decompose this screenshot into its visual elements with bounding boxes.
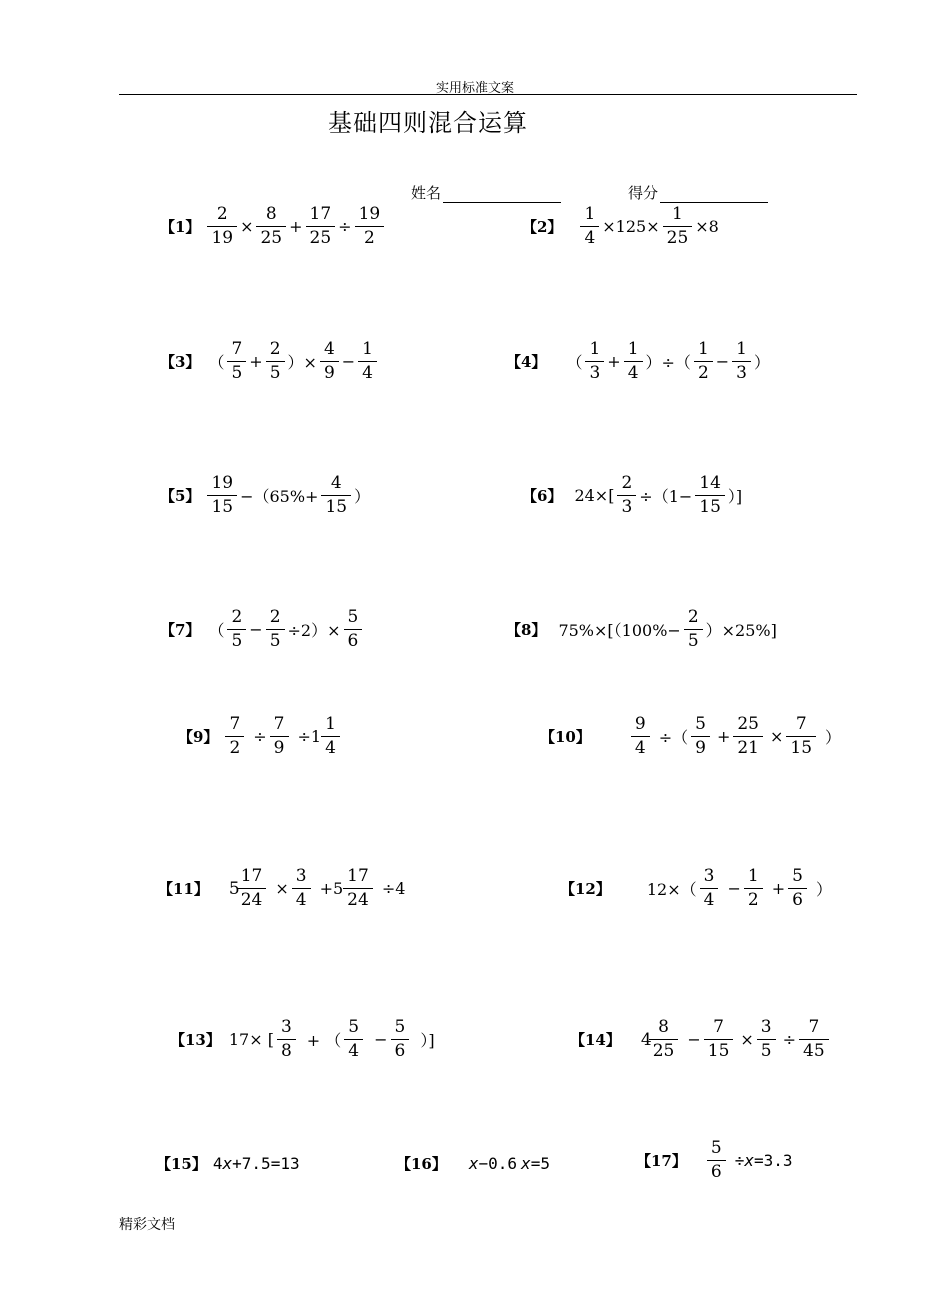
- numerator: 7: [713, 1017, 724, 1037]
- numerator: 14: [699, 473, 721, 493]
- fraction: [360, 341, 375, 382]
- numerator: 2: [231, 607, 243, 627]
- fraction: [633, 716, 648, 757]
- expression-text: ）]: [420, 1031, 435, 1050]
- problem-13: [170, 1019, 437, 1060]
- score-field[interactable]: [628, 182, 768, 203]
- numerator: 2: [687, 607, 699, 627]
- fraction: [746, 868, 761, 909]
- denominator: 5: [266, 361, 285, 382]
- paren: （: [208, 621, 225, 640]
- fraction: [322, 341, 337, 382]
- problem-number: 【5】: [160, 487, 201, 505]
- numerator: 7: [808, 1017, 820, 1037]
- problem-number: 【10】: [540, 728, 591, 746]
- fraction: [665, 206, 691, 247]
- denominator: 21: [733, 736, 763, 757]
- expression-text: 24×[: [574, 486, 615, 505]
- denominator: 6: [788, 888, 807, 909]
- operator: −: [727, 879, 741, 898]
- problem-number: 【17】: [636, 1152, 687, 1170]
- problem-16: [396, 1153, 550, 1174]
- problem-4: [506, 341, 772, 382]
- mixed-number: [641, 1019, 679, 1060]
- fraction: [626, 341, 641, 382]
- problem-number: 【9】: [178, 728, 219, 746]
- operator: +: [771, 879, 786, 898]
- denominator: 15: [321, 495, 351, 516]
- expression-text: + （: [306, 1031, 342, 1050]
- fraction: [308, 206, 334, 247]
- problem-3: [160, 341, 378, 382]
- operator: +: [289, 217, 303, 236]
- denominator: 6: [344, 629, 363, 650]
- fraction: [696, 341, 711, 382]
- expression-text: ×8: [695, 217, 719, 236]
- fraction: [801, 1019, 827, 1060]
- operator: −: [341, 352, 356, 371]
- expression-text: ×125×: [602, 217, 660, 236]
- problem-11: [158, 868, 407, 909]
- equation: [213, 1154, 300, 1173]
- numerator: 19: [211, 473, 234, 493]
- fraction: [229, 341, 244, 382]
- problem-12: [560, 868, 834, 909]
- denominator: 6: [391, 1039, 410, 1060]
- coefficient: 4: [212, 1154, 223, 1173]
- denominator: 5: [227, 361, 246, 382]
- problem-9: [178, 716, 341, 757]
- operator: +: [607, 352, 621, 371]
- name-field[interactable]: [411, 182, 561, 203]
- numerator: 25: [737, 714, 759, 734]
- numerator: 3: [760, 1017, 772, 1037]
- problem-17: [636, 1140, 793, 1181]
- numerator: 1: [672, 204, 683, 224]
- numerator: 1: [627, 339, 639, 359]
- fraction: [345, 868, 371, 909]
- denominator: 4: [580, 226, 599, 247]
- fraction: [702, 868, 717, 909]
- problem-number: 【2】: [522, 218, 563, 236]
- expression-text: ÷2）×: [287, 621, 341, 640]
- operator: ÷: [253, 727, 267, 746]
- denominator: 15: [786, 736, 816, 757]
- numerator: 4: [323, 339, 335, 359]
- denominator: 5: [684, 629, 703, 650]
- expression-text: +7.5=13: [232, 1154, 300, 1173]
- fraction: [735, 716, 761, 757]
- denominator: 9: [320, 361, 339, 382]
- problem-14: [570, 1019, 830, 1060]
- denominator: 6: [707, 1160, 726, 1181]
- denominator: 5: [227, 629, 246, 650]
- denominator: 4: [700, 888, 719, 909]
- operator: ×: [240, 217, 254, 236]
- fraction: [706, 1019, 732, 1060]
- denominator: 15: [704, 1039, 734, 1060]
- denominator: 24: [237, 888, 267, 909]
- score-label: 得分: [628, 184, 659, 202]
- denominator: 4: [358, 361, 377, 382]
- numerator: 5: [792, 866, 803, 886]
- expression-text: =3.3: [753, 1151, 793, 1170]
- numerator: 2: [621, 473, 633, 493]
- equation: [469, 1154, 550, 1173]
- operator: ×: [275, 879, 289, 898]
- expression-text: ÷（1−: [639, 487, 693, 506]
- numerator: 7: [229, 714, 241, 734]
- denominator: 4: [344, 1039, 363, 1060]
- expression-text: ÷1: [297, 727, 322, 746]
- problem-2: [522, 206, 721, 247]
- fraction: [709, 1140, 724, 1181]
- problem-number: 【13】: [170, 1031, 221, 1049]
- fraction: [393, 1019, 408, 1060]
- page-footer-text: 精彩文档: [119, 1217, 175, 1233]
- problem-number: 【14】: [570, 1031, 621, 1049]
- problem-number: 【11】: [158, 880, 209, 898]
- numerator: 8: [265, 204, 277, 224]
- numerator: 5: [710, 1138, 722, 1158]
- problem-number: 【7】: [160, 621, 201, 639]
- denominator: 3: [585, 361, 604, 382]
- numerator: 5: [394, 1017, 406, 1037]
- paren: ）: [825, 728, 842, 747]
- expression-text: ）]: [727, 487, 743, 506]
- denominator: 8: [277, 1039, 296, 1060]
- problem-8: [506, 609, 779, 650]
- numerator: 9: [634, 714, 646, 734]
- expression-text: =5: [530, 1154, 550, 1173]
- denominator: 4: [624, 361, 643, 382]
- fraction: [759, 1019, 774, 1060]
- denominator: 4: [292, 888, 311, 909]
- problem-5: [160, 475, 372, 516]
- operator: −: [687, 1030, 701, 1049]
- operator: −: [374, 1030, 388, 1049]
- paren: ）: [815, 880, 832, 899]
- numerator: 19: [358, 204, 381, 224]
- expression-text: 12×（: [646, 880, 697, 899]
- denominator: 24: [343, 888, 373, 909]
- denominator: 4: [631, 736, 650, 757]
- problem-number: 【12】: [560, 880, 611, 898]
- mixed-number: [229, 868, 267, 909]
- numerator: 1: [747, 866, 759, 886]
- paren: ）: [354, 487, 371, 506]
- page-header-text: 实用标准文案: [435, 81, 514, 96]
- fraction: [686, 609, 701, 650]
- numerator: 1: [736, 339, 747, 359]
- denominator: 9: [270, 736, 289, 757]
- numerator: 7: [273, 714, 285, 734]
- denominator: 25: [306, 226, 336, 247]
- fraction: [239, 868, 265, 909]
- numerator: 5: [695, 714, 706, 734]
- paren: （: [566, 353, 583, 372]
- operator: ）÷（: [645, 353, 691, 372]
- denominator: 5: [757, 1039, 776, 1060]
- numerator: 5: [347, 607, 359, 627]
- operator: +: [716, 727, 731, 746]
- numerator: 2: [269, 607, 281, 627]
- fraction: [697, 475, 723, 516]
- problem-7: [160, 609, 363, 650]
- operator: −: [715, 352, 730, 371]
- operator: ÷: [734, 1151, 745, 1170]
- denominator: 25: [649, 1039, 679, 1060]
- numerator: 1: [584, 204, 596, 224]
- fraction: [323, 475, 349, 516]
- numerator: 3: [295, 866, 307, 886]
- variable: x: [521, 1154, 531, 1173]
- fraction: [346, 609, 361, 650]
- denominator: 15: [207, 495, 237, 516]
- whole-part: 5: [228, 878, 240, 899]
- equation: [735, 1151, 793, 1170]
- problem-number: 【1】: [160, 218, 201, 236]
- fraction: [272, 716, 287, 757]
- denominator: 5: [266, 629, 285, 650]
- denominator: 3: [732, 361, 751, 382]
- numerator: 4: [330, 473, 342, 493]
- operator: ）×: [287, 353, 317, 372]
- problem-10: [540, 716, 843, 757]
- problem-number: 【15】: [156, 1155, 207, 1173]
- fraction: [227, 716, 242, 757]
- fraction: [587, 341, 602, 382]
- fraction: [582, 206, 597, 247]
- operator: +: [249, 352, 263, 371]
- score-blank[interactable]: [660, 201, 768, 203]
- fraction: [790, 868, 805, 909]
- numerator: 2: [269, 339, 281, 359]
- numerator: 1: [697, 339, 709, 359]
- numerator: 17: [240, 866, 263, 886]
- numerator: 8: [658, 1017, 669, 1037]
- page-title: 基础四则混合运算: [328, 109, 528, 137]
- fraction: [229, 609, 244, 650]
- problem-number: 【16】: [396, 1155, 447, 1173]
- numerator: 7: [795, 714, 807, 734]
- fraction: [693, 716, 708, 757]
- fraction: [268, 341, 283, 382]
- expression-text: ÷（: [658, 728, 689, 747]
- numerator: 3: [703, 866, 715, 886]
- name-label: 姓名: [411, 184, 442, 202]
- paren: （: [208, 353, 225, 372]
- expression-text: −0.6: [478, 1154, 518, 1173]
- fraction: [294, 868, 309, 909]
- denominator: 25: [256, 226, 286, 247]
- expression-text: 17× [: [228, 1030, 274, 1049]
- problem-number: 【3】: [160, 353, 201, 371]
- denominator: 25: [663, 226, 693, 247]
- fraction: [651, 1019, 677, 1060]
- problem-number: 【8】: [506, 621, 547, 639]
- variable: x: [468, 1154, 479, 1173]
- denominator: 3: [617, 495, 636, 516]
- operator: ÷: [782, 1030, 797, 1049]
- fraction: [209, 206, 235, 247]
- fraction: [209, 475, 235, 516]
- denominator: 2: [355, 226, 385, 247]
- problem-number: 【4】: [506, 353, 547, 371]
- denominator: 15: [695, 495, 725, 516]
- fraction: [788, 716, 814, 757]
- expression-text: −（65%+: [240, 487, 319, 506]
- problem-1: [160, 206, 385, 247]
- denominator: 9: [691, 736, 710, 757]
- paren: ）: [754, 353, 771, 372]
- numerator: 1: [325, 714, 336, 734]
- numerator: 2: [216, 204, 228, 224]
- numerator: 5: [348, 1017, 360, 1037]
- expression-text: ÷4: [381, 879, 406, 898]
- problem-number: 【6】: [522, 487, 563, 505]
- numerator: 1: [362, 339, 373, 359]
- denominator: 4: [321, 736, 340, 757]
- operator: −: [249, 620, 263, 639]
- operator: ×: [770, 727, 784, 746]
- numerator: 17: [347, 866, 369, 886]
- problem-6: [522, 475, 744, 516]
- expression-text: +5: [319, 879, 344, 898]
- numerator: 3: [280, 1017, 292, 1037]
- fraction: [734, 341, 749, 382]
- fraction: [323, 716, 338, 757]
- variable: x: [744, 1151, 754, 1170]
- fraction: [279, 1019, 294, 1060]
- fraction: [357, 206, 383, 247]
- numerator: 1: [589, 339, 601, 359]
- problem-15: [156, 1153, 300, 1174]
- expression-text: 75%×[（100%−: [558, 621, 681, 640]
- denominator: 2: [694, 361, 713, 382]
- denominator: 2: [225, 736, 244, 757]
- fraction: [346, 1019, 361, 1060]
- name-blank[interactable]: [443, 201, 561, 203]
- variable: x: [222, 1154, 233, 1173]
- expression-text: ）×25%]: [705, 621, 777, 640]
- fraction: [268, 609, 283, 650]
- numerator: 17: [309, 204, 332, 224]
- fraction: [619, 475, 634, 516]
- operator: ×: [740, 1030, 754, 1049]
- denominator: 2: [744, 888, 763, 909]
- denominator: 19: [207, 226, 237, 247]
- whole-part: 4: [640, 1029, 652, 1050]
- fraction: [258, 206, 284, 247]
- numerator: 7: [231, 339, 243, 359]
- operator: ÷: [338, 217, 352, 236]
- denominator: 45: [799, 1039, 829, 1060]
- header-rule: [119, 94, 857, 95]
